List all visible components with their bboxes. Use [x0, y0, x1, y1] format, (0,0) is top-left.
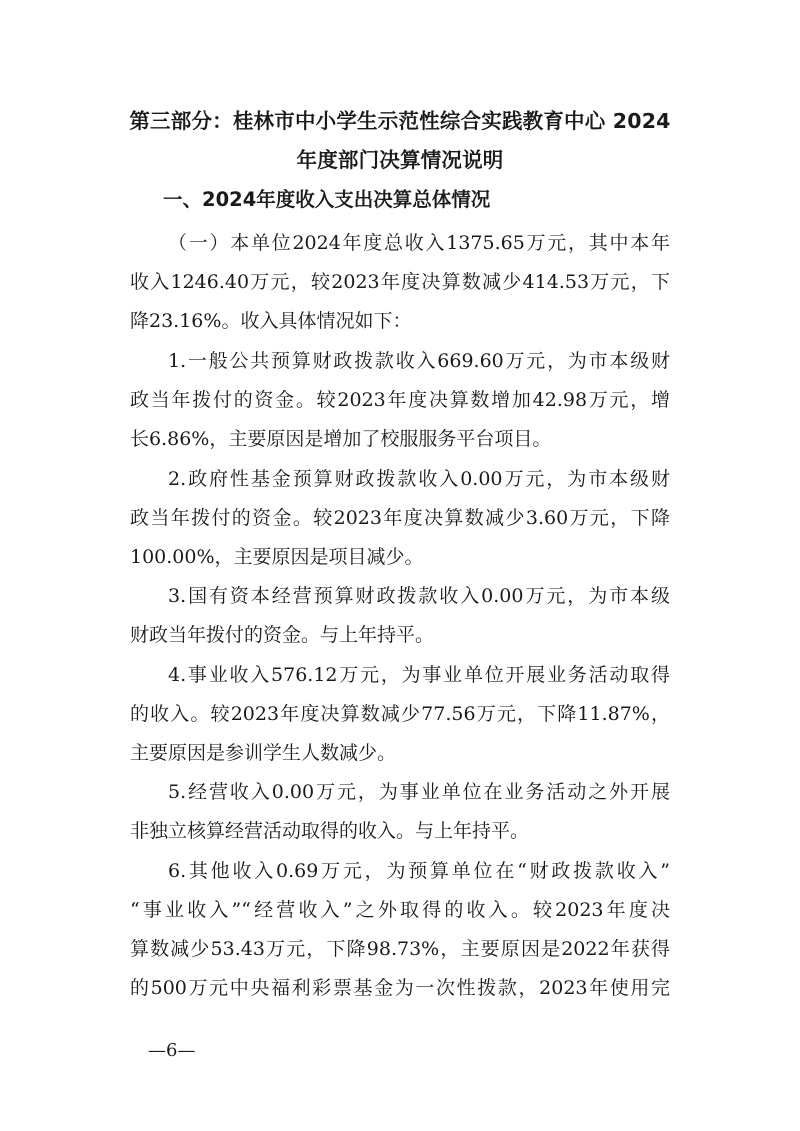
paragraph-line: 政当年拨付的资金。较2023年度决算数减少3.60万元，下降: [130, 507, 670, 529]
page-number: —6—: [148, 1040, 196, 1061]
paragraph-line: 4.事业收入576.12万元，为事业单位开展业务活动取得: [168, 664, 670, 686]
paragraph-line: 政当年拨付的资金。较2023年度决算数增加42.98万元，增: [130, 389, 670, 411]
paragraph-line: 主要原因是参训学生人数减少。: [130, 742, 397, 764]
paragraph-line: 1.一般公共预算财政拨款收入669.60万元，为市本级财: [168, 350, 670, 372]
paragraph-line: 6.其他收入0.69万元，为预算单位在“财政拨款收入”: [168, 860, 670, 882]
paragraph-line: 非独立核算经营活动取得的收入。与上年持平。: [130, 820, 530, 842]
paragraph-line: 财政当年拨付的资金。与上年持平。: [130, 624, 435, 646]
document-title-line-1: 第三部分：桂林市中小学生示范性综合实践教育中心 2024: [129, 109, 671, 133]
paragraph-line: （一）本单位2024年度总收入1375.65万元，其中本年: [168, 232, 670, 254]
paragraph-line: 长6.86%，主要原因是增加了校服服务平台项目。: [130, 428, 552, 450]
document-title-line-2: 年度部门决算情况说明: [296, 148, 504, 172]
section-heading: 一、2024年度收入支出决算总体情况: [163, 188, 491, 211]
paragraph-line: 的500万元中央福利彩票基金为一次性拨款，2023年使用完: [130, 977, 670, 999]
paragraph-line: 2.政府性基金预算财政拨款收入0.00万元，为市本级财: [168, 468, 670, 490]
paragraph-line: 的收入。较2023年度决算数减少77.56万元，下降11.87%，: [130, 703, 670, 725]
paragraph-line: “事业收入”“经营收入”之外取得的收入。较2023年度决: [130, 899, 670, 921]
paragraph-line: 收入1246.40万元，较2023年度决算数减少414.53万元，下: [130, 271, 670, 293]
paragraph-line: 100.00%，主要原因是项目减少。: [130, 546, 424, 568]
paragraph-line: 算数减少53.43万元，下降98.73%，主要原因是2022年获得: [130, 938, 670, 960]
paragraph-line: 3.国有资本经营预算财政拨款收入0.00万元，为市本级: [168, 585, 670, 607]
paragraph-line: 5.经营收入0.00万元，为事业单位在业务活动之外开展: [168, 781, 670, 803]
paragraph-line: 降23.16%。收入具体情况如下：: [130, 310, 412, 332]
